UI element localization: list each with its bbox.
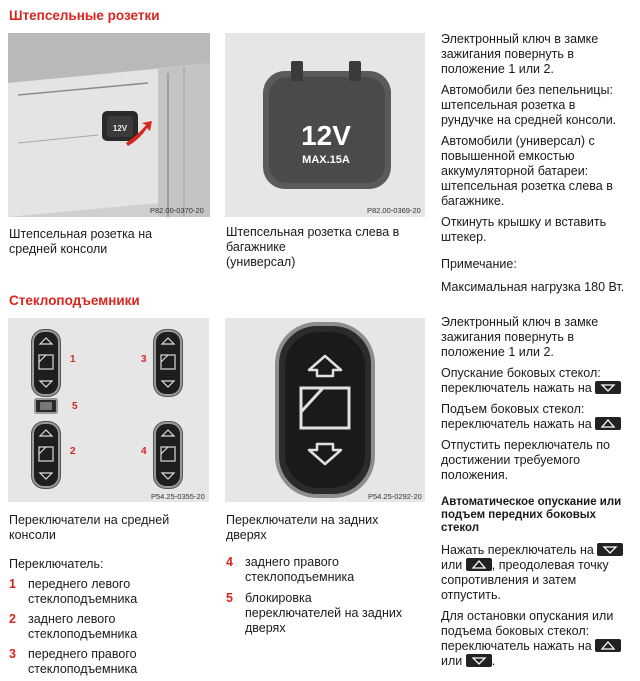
- figure-console-switches: [8, 318, 209, 502]
- figure-code: P54.25-0292-20: [368, 492, 422, 501]
- figure-code: P82.00-0370-20: [150, 206, 204, 215]
- down-arrow-key-icon: [595, 381, 621, 394]
- note-text: Максимальная нагрузка 180 Вт.: [441, 280, 625, 294]
- switch-list-title: Переключатель:: [9, 557, 104, 571]
- svg-text:12V: 12V: [112, 124, 128, 133]
- console-socket-illustration: [8, 33, 210, 217]
- auto-heading: Автоматическое опускание или подъем передних боковых стекол: [441, 496, 622, 534]
- down-arrow-key-icon: [597, 543, 623, 556]
- up-arrow-key-icon: [595, 639, 621, 652]
- paragraph: Для остановки опускания или подъема боковых стекол: переключатель нажать на или .: [441, 609, 637, 669]
- window-switch-icon: [154, 422, 182, 488]
- window-switch-icon: [225, 318, 425, 502]
- paragraph: Электронный ключ в замке зажигания повернуть в положение 1 или 2.: [441, 315, 599, 359]
- section-heading-sockets: Штепсельные розетки: [9, 8, 160, 23]
- window-switch-icon: [32, 422, 60, 488]
- switch-label: 4: [141, 446, 147, 457]
- figure-caption: Переключатели на задних дверях: [226, 513, 379, 542]
- switch-list: 1 переднего левого стеклоподъемника 2 заднего левого стеклоподъемника 3 переднего правого стеклоподъемника: [9, 577, 138, 676]
- window-switch-icon: [154, 330, 182, 396]
- switch-label: 1: [70, 354, 76, 365]
- paragraph: Опускание боковых стекол: переключатель нажать на: [441, 366, 637, 396]
- switch-label: 2: [70, 446, 76, 457]
- figure-caption: Переключатели на средней консоли: [9, 513, 170, 542]
- window-switch-icon: [32, 330, 60, 396]
- paragraph: Подъем боковых стекол: переключатель нажать на: [441, 402, 637, 432]
- switch-label: 5: [72, 401, 78, 412]
- figure-code: P82.00-0369-20: [367, 206, 421, 215]
- figure-caption: Штепсельная розетка на средней консоли: [9, 227, 153, 256]
- paragraph: Откинуть крышку и вставить штекер.: [441, 215, 607, 244]
- figure-caption: Штепсельная розетка слева в багажнике (универсал): [226, 225, 400, 269]
- paragraph: Отпустить переключатель по достижении требуемого положения.: [441, 438, 610, 482]
- figure-rear-door-switch: [225, 318, 425, 502]
- sockets-instructions: [441, 32, 637, 301]
- figure-code: P54.25-0355-20: [151, 492, 205, 501]
- paragraph: Автомобили (универсал) с повышенной емкостью аккумуляторной батареи: штепсельная розетка слева в багажнике.: [441, 134, 613, 208]
- up-arrow-key-icon: [466, 558, 492, 571]
- switch-list: 4 заднего правого стеклоподъемника 5 блокировка переключателей на задних дверях: [226, 555, 403, 635]
- socket-voltage-label: 12V: [301, 120, 351, 151]
- up-arrow-key-icon: [595, 417, 621, 430]
- down-arrow-key-icon: [466, 654, 492, 667]
- socket-max-label: MAX.15A: [302, 154, 350, 166]
- power-outlet-icon: [225, 33, 425, 217]
- figure-trunk-socket: [225, 33, 425, 217]
- windows-instructions: [441, 315, 637, 675]
- paragraph: Электронный ключ в замке зажигания повернуть в положение 1 или 2.: [441, 32, 599, 76]
- paragraph: Нажать переключатель на или , преодолевая точку сопротивления и затем отпустить.: [441, 543, 637, 603]
- switch-label: 3: [141, 354, 147, 365]
- figure-console-socket: [8, 33, 210, 217]
- section-heading-windows: Стеклоподъемники: [9, 293, 140, 308]
- paragraph: Автомобили без пепельницы: штепсельная розетка в рундучке на средней консоли.: [441, 83, 617, 127]
- note-label: Примечание:: [441, 257, 517, 271]
- lock-switch: [34, 398, 58, 414]
